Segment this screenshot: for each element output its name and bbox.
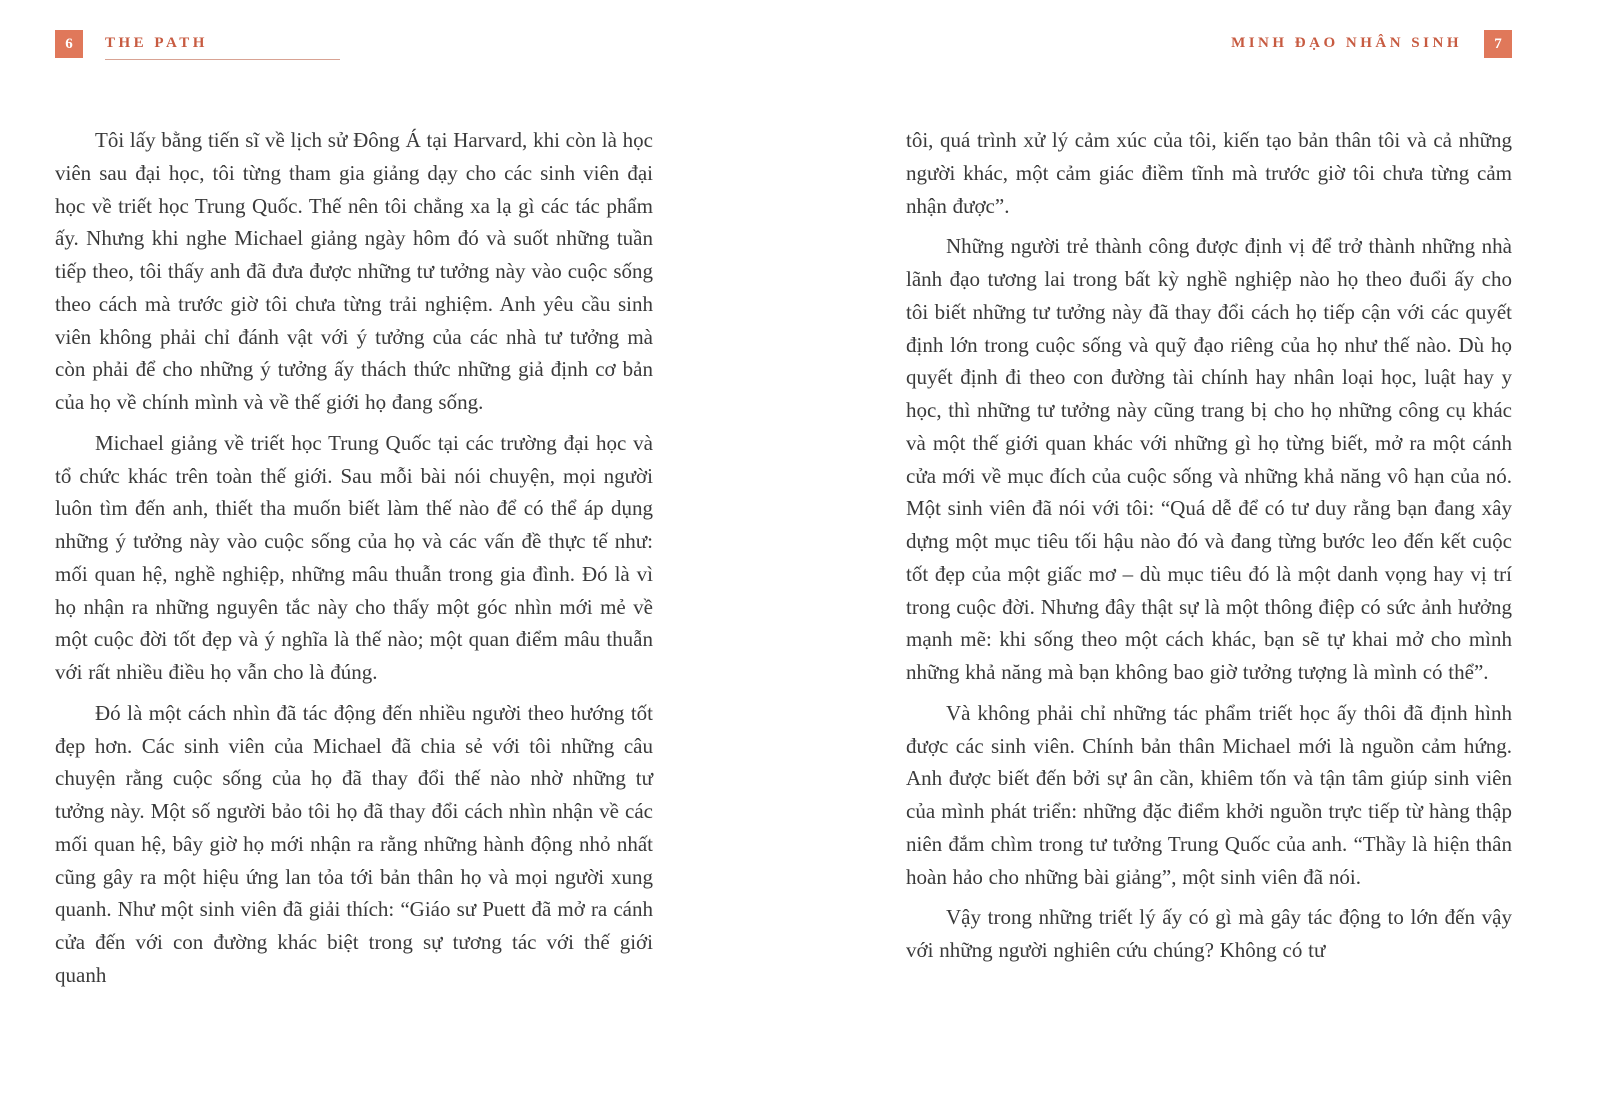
- left-page-body: [55, 124, 653, 992]
- right-page-number-badge: 7: [1484, 30, 1512, 58]
- paragraph: Và không phải chỉ những tác phẩm triết học ấy thôi đã định hình được các sinh viên. Chính bản thân Michael mới là nguồn cảm hứng. Anh được biết đến bởi sự ân cần, khiêm tốn và tận tâm giúp sinh viên của mình phát triển: những đặc điểm khởi nguồn trực tiếp từ hàng thập niên đắm chìm trong tư tưởng Trung Quốc của anh. “Thầy là hiện thân hoàn hảo cho những bài giảng”, một sinh viên đã nói.: [906, 700, 1512, 889]
- header-rule: [105, 59, 340, 60]
- paragraph-continuation: tôi, quá trình xử lý cảm xúc của tôi, kiến tạo bản thân tôi và cả những người khác, một cảm giác điềm tĩnh mà trước giờ tôi chưa từng cảm nhận được”.: [906, 128, 1512, 218]
- paragraph: Những người trẻ thành công được định vị để trở thành những nhà lãnh đạo tương lai trong bất kỳ nghề nghiệp nào họ theo đuổi ấy cho tôi biết những tư tưởng này đã thay đổi cách họ tiếp cận với các quyết định lớn trong cuộc sống và quỹ đạo riêng của họ như thế nào. Dù họ quyết định đi theo con đường tài chính hay nhân loại học, luật hay y học, thì những tư tưởng này cũng trang bị cho họ những công cụ khác và một thế giới quan khác với những gì họ từng biết, mở ra một cánh cửa mới về mục đích của cuộc sống và những khả năng vô hạn của nó. Một sinh viên đã nói với tôi: “Quá dễ để có tư duy rằng bạn đang xây dựng một mục tiêu tối hậu nào đó và đang từng bước leo đến kết cuộc tốt đẹp của một giấc mơ – dù mục tiêu đó là một danh vọng hay vị trí trong cuộc đời. Nhưng đây thật sự là một thông điệp có sức ảnh hưởng mạnh mẽ: khi sống theo một cách khác, bạn sẽ tự khai mở cho mình những khả năng mà bạn không bao giờ tưởng tượng là mình có thể”.: [906, 234, 1512, 684]
- right-page-body: [906, 124, 1512, 967]
- page-left: [55, 30, 653, 1000]
- left-running-title-wrap: [105, 30, 340, 60]
- paragraph: Michael giảng về triết học Trung Quốc tại các trường đại học và tổ chức khác trên toàn thế giới. Sau mỗi bài nói chuyện, mọi người luôn tìm đến anh, thiết tha muốn biết làm thế nào để có thể áp dụng những ý tưởng này vào cuộc sống của họ và các vấn đề thực tế như: mối quan hệ, nghề nghiệp, những mâu thuẫn trong gia đình. Đó là vì họ nhận ra những nguyên tắc này cho thấy một góc nhìn mới mẻ về một cuộc đời tốt đẹp và ý nghĩa là thế nào; một quan điểm mâu thuẫn với rất nhiều điều họ vẫn cho là đúng.: [55, 430, 653, 684]
- left-page-number-badge: 6: [55, 30, 83, 58]
- left-running-title: THE PATH: [105, 35, 208, 51]
- paragraph: Vậy trong những triết lý ấy có gì mà gây tác động to lớn đến vậy với những người nghiên cứu chúng? Không có tư: [906, 905, 1512, 962]
- page-right: [906, 30, 1512, 975]
- right-running-title-wrap: [1231, 30, 1462, 52]
- paragraph: Đó là một cách nhìn đã tác động đến nhiều người theo hướng tốt đẹp hơn. Các sinh viên của Michael đã chia sẻ với tôi những câu chuyện rằng cuộc sống của họ đã thay đổi thế nào nhờ những tư tưởng này. Một số người bảo tôi họ đã thay đổi cách nhìn nhận về các mối quan hệ, bây giờ họ mới nhận ra rằng những hành động nhỏ nhất cũng gây ra một hiệu ứng lan tỏa tới bản thân họ và mọi người xung quanh. Như một sinh viên đã giải thích: “Giáo sư Puett đã mở ra cánh cửa đến với con đường khác biệt trong sự tương tác với thế giới quanh: [55, 700, 653, 987]
- right-page-header: [906, 30, 1512, 60]
- right-running-title: MINH ĐẠO NHÂN SINH: [1231, 35, 1462, 51]
- left-page-header: [55, 30, 653, 60]
- paragraph: Tôi lấy bằng tiến sĩ về lịch sử Đông Á tại Harvard, khi còn là học viên sau đại học, tôi từng tham gia giảng dạy cho các sinh viên đại học về triết học Trung Quốc. Thế nên tôi chẳng xa lạ gì các tác phẩm ấy. Nhưng khi nghe Michael giảng ngày hôm đó và suốt những tuần tiếp theo, tôi thấy anh đã đưa được những tư tưởng này vào cuộc sống theo cách mà trước giờ tôi chưa từng trải nghiệm. Anh yêu cầu sinh viên không phải chỉ đánh vật với ý tưởng của các nhà tư tưởng mà còn phải để cho những ý tưởng ấy thách thức những giả định cơ bản của họ về chính mình và về thế giới họ đang sống.: [55, 128, 653, 414]
